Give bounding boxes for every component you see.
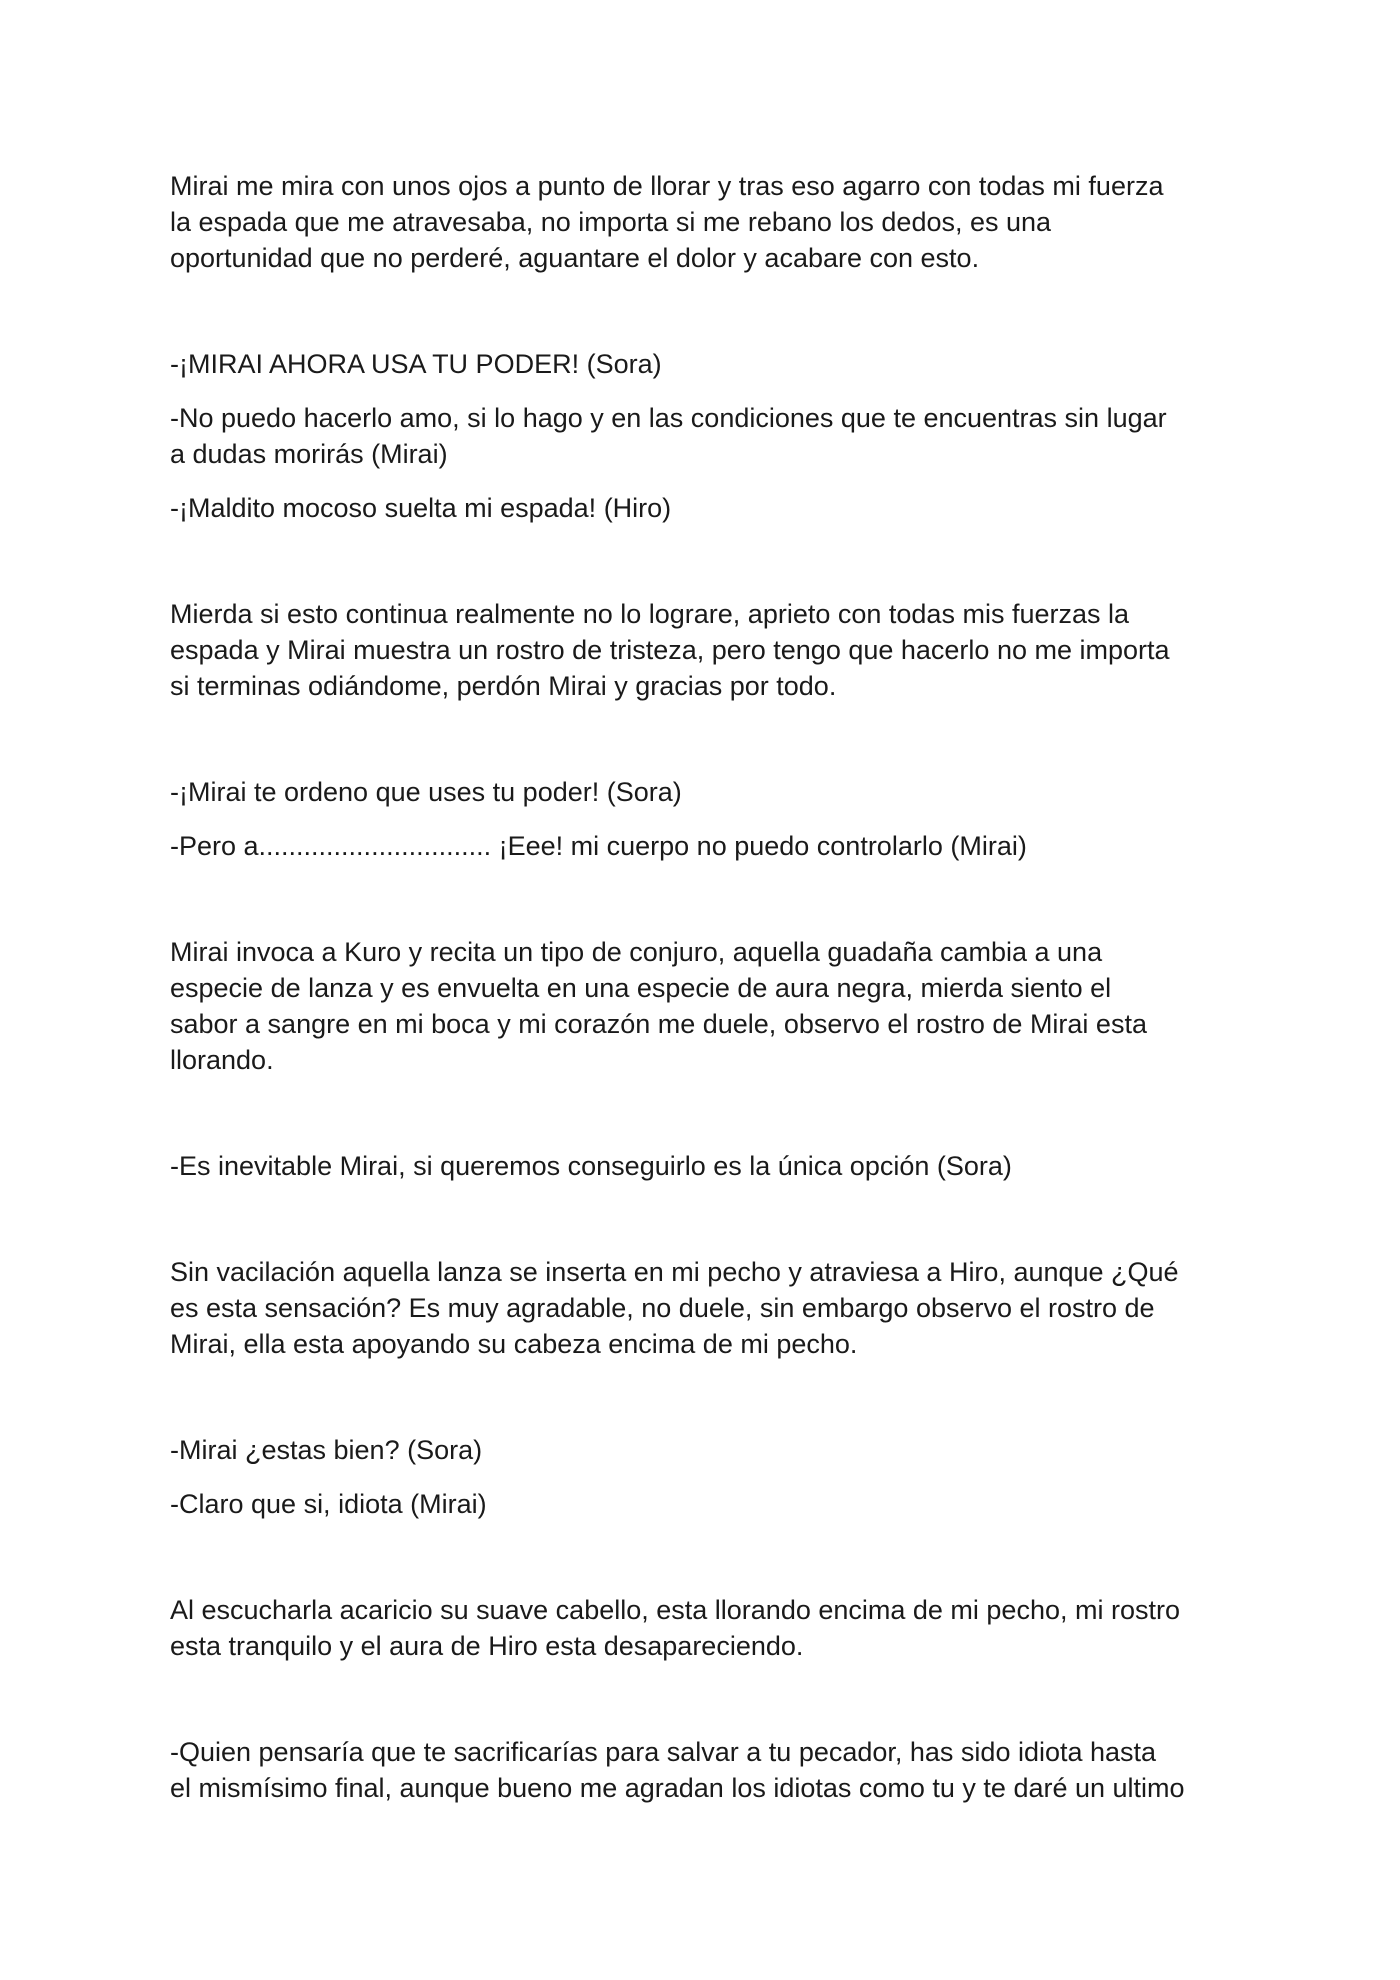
dialogue-line: -¡MIRAI AHORA USA TU PODER! (Sora)	[170, 349, 662, 379]
narration-paragraph: Mirai invoca a Kuro y recita un tipo de conjuro, aquella guadaña cambia a una especie de lanza y es envuelta en una especie de aura negra, mierda siento el sabor a sangre en mi boca y mi corazón me duele, observo el rostro de Mirai esta llorando.	[170, 937, 1147, 1075]
dialogue-line: -Claro que si, idiota (Mirai)	[170, 1489, 487, 1519]
dialogue-line: -Es inevitable Mirai, si queremos conseguirlo es la única opción (Sora)	[170, 1151, 1012, 1181]
dialogue-line: -¡Maldito mocoso suelta mi espada! (Hiro)	[170, 493, 672, 523]
narration-paragraph: Sin vacilación aquella lanza se inserta en mi pecho y atraviesa a Hiro, aunque ¿Qué es esta sensación? Es muy agradable, no duele, sin embargo observo el rostro de Mirai, ella esta apoyando su cabeza encima de mi pecho.	[170, 1257, 1179, 1359]
dialogue-line: -Pero a............................... ¡Eee! mi cuerpo no puedo controlarlo (Mirai)	[170, 831, 1027, 861]
dialogue-line: -Mirai ¿estas bien? (Sora)	[170, 1435, 483, 1465]
dialogue-line: -¡Mirai te ordeno que uses tu poder! (Sora)	[170, 777, 682, 807]
narration-paragraph: Al escucharla acaricio su suave cabello, esta llorando encima de mi pecho, mi rostro esta tranquilo y el aura de Hiro esta desapareciendo.	[170, 1595, 1180, 1661]
narration-paragraph: Mierda si esto continua realmente no lo lograre, aprieto con todas mis fuerzas la espada y Mirai muestra un rostro de tristeza, pero tengo que hacerlo no me importa si terminas odiándome, perdón Mirai y gracias por todo.	[170, 599, 1170, 701]
narration-paragraph: Mirai me mira con unos ojos a punto de llorar y tras eso agarro con todas mi fuerza la espada que me atravesaba, no importa si me rebano los dedos, es una oportunidad que no perderé, aguantare el dolor y acabare con esto.	[170, 171, 1164, 273]
dialogue-line: -Quien pensaría que te sacrificarías para salvar a tu pecador, has sido idiota hasta el mismísimo final, aunque bueno me agradan los idiotas como tu y te daré un ultimo	[170, 1737, 1185, 1803]
dialogue-line: -No puedo hacerlo amo, si lo hago y en las condiciones que te encuentras sin lugar a dudas morirás (Mirai)	[170, 403, 1167, 469]
